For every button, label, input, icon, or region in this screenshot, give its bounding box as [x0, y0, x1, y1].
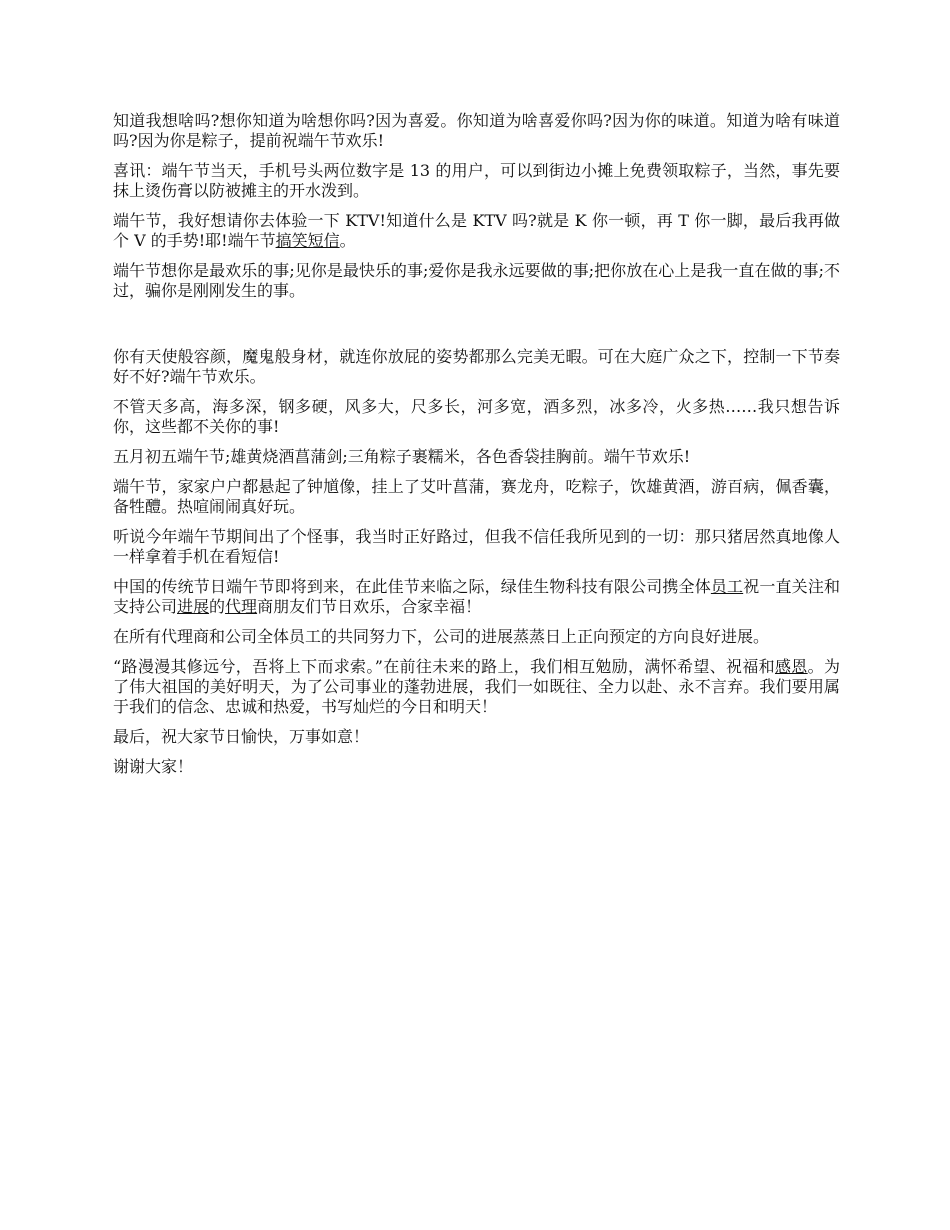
paragraph-8: 端午节，家家户户都悬起了钟馗像，挂上了艾叶菖蒲，赛龙舟，吃粽子，饮雄黄酒，游百病，佩香囊，备牲醴。热喧闹闹真好玩。	[113, 477, 840, 516]
paragraph-10-text-2: 祝一直关注和支持公司	[113, 577, 840, 616]
paragraph-12	[113, 657, 840, 717]
gratitude-link[interactable]: 感恩	[774, 657, 808, 676]
document-body	[113, 111, 840, 787]
agent-link[interactable]: 代理	[225, 597, 258, 616]
paragraph-10-text-4: 商朋友们节日欢乐，合家幸福！	[257, 597, 482, 616]
paragraph-3-tail: 。	[339, 231, 356, 250]
paragraph-10	[113, 577, 840, 617]
paragraph-14: 谢谢大家！	[113, 757, 194, 776]
paragraph-1: 知道我想啥吗?想你知道为啥想你吗?因为喜爱。你知道为啥喜爱你吗?因为你的味道。知道为啥有味道吗?因为你是粽子，提前祝端午节欢乐!	[113, 111, 840, 150]
funny-sms-link[interactable]: 搞笑短信	[275, 231, 340, 250]
paragraph-5: 你有天使般容颜，魔鬼般身材，就连你放屁的姿势都那么完美无暇。可在大庭广众之下，控制一下节奏好不好?端午节欢乐。	[113, 347, 840, 386]
progress-link[interactable]: 进展	[177, 597, 210, 616]
paragraph-11: 在所有代理商和公司全体员工的共同努力下，公司的进展蒸蒸日上正向预定的方向良好进展。	[113, 627, 770, 646]
paragraph-12-text-2: 。为了伟大祖国的美好明天，为了公司事业的蓬勃进展，我们一如既往、全力以赴、永不言弃。我们要用属于我们的信念、忠诚和热爱，书写灿烂的今日和明天！	[113, 657, 840, 716]
paragraph-7: 五月初五端午节;雄黄烧酒菖蒲剑;三角粽子裹糯米，各色香袋挂胸前。端午节欢乐!	[113, 447, 691, 466]
paragraph-12-text-1: “路漫漫其修远兮，吾将上下而求索。”在前往未来的路上，我们相互勉励，满怀希望、祝福和	[113, 657, 775, 676]
paragraph-4: 端午节想你是最欢乐的事;见你是最快乐的事;爱你是我永远要做的事;把你放在心上是我一直在做的事;不过，骗你是刚刚发生的事。	[113, 261, 840, 300]
paragraph-3	[113, 211, 840, 251]
paragraph-13: 最后，祝大家节日愉快，万事如意！	[113, 727, 370, 746]
employee-link[interactable]: 员工	[710, 577, 744, 596]
paragraph-3-text: 端午节，我好想请你去体验一下 KTV!知道什么是 KTV 吗?就是 K 你一顿，再 T 你一脚，最后我再做个 V 的手势!耶!端午节	[113, 211, 840, 250]
paragraph-10-text-1: 中国的传统节日端午节即将到来，在此佳节来临之际，绿佳生物科技有限公司携全体	[113, 577, 711, 596]
paragraph-2: 喜讯：端午节当天，手机号头两位数字是 13 的用户，可以到街边小摊上免费领取粽子，当然，事先要抹上烫伤膏以防被摊主的开水泼到。	[113, 161, 840, 200]
paragraph-9: 听说今年端午节期间出了个怪事，我当时正好路过，但我不信任我所见到的一切：那只猪居然真地像人一样拿着手机在看短信!	[113, 527, 840, 566]
paragraph-6: 不管天多高，海多深，钢多硬，风多大，尺多长，河多宽，酒多烈，冰多冷，火多热……我只想告诉你，这些都不关你的事!	[113, 397, 840, 436]
paragraph-10-text-3: 的	[209, 597, 226, 616]
section-gap	[113, 311, 840, 347]
